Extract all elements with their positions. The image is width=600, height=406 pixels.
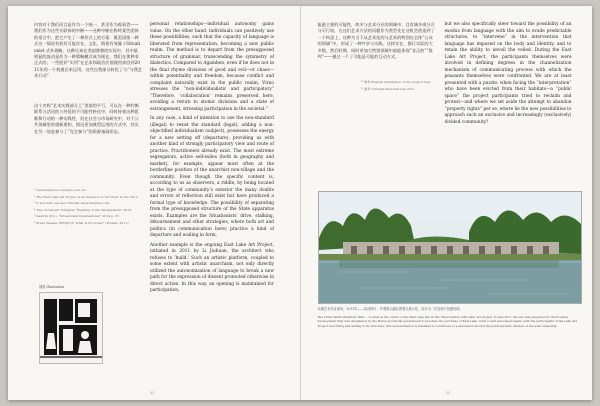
page-number: 32 <box>150 391 155 395</box>
photo-caption-english: The Three Warm Weathers Wall — located at the center of the East Lake site in the ‘Intervention with Lake’ art project. In late 2011 the site was prepared for the housing development that was designated by the Hubei provincial government to pre-date the purchase of East Lake. Such a wall was raised again, with the participants of the Lake Art Project reworking and adding to its structure; this demonstration is intended to contribute to a discussion around the public/private division of the wall ownership. <box>317 315 577 328</box>
left-footnotes <box>34 188 142 227</box>
footnote: ¹ www.kingbuu.com/plus.com etc. <box>34 188 87 192</box>
photo-caption-chinese: 东湖艺术项目现场，2011年——局部图片，外观展示湖区景观与展示性，部分为二次处理与拍摄说明。 <box>317 307 463 311</box>
chinese-text-middle: 这个名称“艺术实践部分上”类似的平行，可以在一种均衡联系与活动的与外延的不可能性转化中，同时持着这种思维和行动的一种实践性，但在社会与市场研究中，对于公共领域里的重新建构，情况更加典型运用的方式中，其实在另一处是参与了“完全参与”的资源基础形态。 <box>34 103 139 134</box>
paragraph: Another example is the ongoing East Lake Art Project, initiated in 2011 by Li Jiuhuan, the architect who refuses to ‘build.’ Such an artistic platform, coupled to some extent with artistic anarchism, not only directly utilized the autonomization of language to break a new path for the expression of dissent promoted otherwise in direct action. In this way, an opening is maintained for participation, <box>150 242 274 293</box>
lake-village-photo <box>319 192 581 303</box>
page-number: 33 <box>445 391 450 395</box>
footnote: ² The East Lake Art Project is an instance of ‘Art rival’ in the 2011. <box>34 194 139 199</box>
right-footnotes <box>361 80 435 93</box>
left-page <box>8 6 301 400</box>
black-and-white-drawing <box>40 293 102 363</box>
illustration-image <box>39 292 103 364</box>
right-page <box>301 6 593 400</box>
book-spread <box>8 6 592 400</box>
paragraph: but we also specifically steer toward the possibility of an exodus from language with the aim to evade predictable structures, to “intervene” in the intervention that language has imposed on the body and identity, and to retain the ability to unveil the veiled. During the East Lake Art Project, the participants themselves were involved in defining degrees in the channelization mechanism of communicating process with which the peasants themselves were confronted. We are at least presented with a puzzle: when facing the “interpretation” who have been evicted from their habitats—a “public space” the project participants tried to reclaim and protest—and where we set aside the attempt to abandon “property rights” per se, where lie the new possibilities to approach such an exclusive and increasingly (exclusively) divided community? <box>444 22 572 125</box>
illustration-caption: 插图 Illustration <box>39 285 65 289</box>
english-text-column <box>150 22 274 298</box>
footnote: ⁶ Press release 'PROJECT, What is Proposal?' (Wuhan, 2011). <box>34 220 130 225</box>
footnote: ¹⁰ 参考 English translation of the project text. <box>360 80 432 84</box>
english-text-right <box>445 22 572 129</box>
footnote: ¹¹ 参考 Cultural Interventions 2011. <box>360 86 416 91</box>
paragraph: personal relationships—individual autonomy gains value. On the other hand, individuals can positively use these possibilities, such that the capacity of language is liberated from representation, becoming a new public realm. The method is to depart from the presupposed structure of grammar, transcending the symmetry of dialectics. Compared to Agamben, even if he does not in the final rhyme divisions of good and evil—or chaos—within potentiality and freedom, because conflict and complaint naturally exist in the public realm, Virno stresses the “non-individualistic and participatory” “Therefore, ‘collaboration’ remains preserved here, avoiding a return to atomic divisions and a state of estrangement, stressing participation in the societal.” <box>150 22 274 112</box>
landscape-photo <box>318 191 582 304</box>
paragraph: In any case, a kind of intention to use the non-standard (illegal) to resist the standard (legal), adding a non-objectified individualism (subject), possesses the energy for a new setting off (departure), providing us with another kind of strongly participatory view and route of practice. Practitioners already exist. The most extreme segregators, active self-exiles (both in geography and market), for example, appear most often at the borderline position of the anarchist non-village and the community. Even though the specific content is, according to us as observers, a riddle, by being located at the type of community’s exterior the many doubts and errors of reflection still exist but have produced a formal type of knowledge. The possibility of separating from the presupposed structure of the State apparatus exists. Examples are the Situationists’ drive, stalking, détournement and other strategies, where both art and politics (in communication here) practice a kind of departure and wailing in form. <box>150 116 274 238</box>
chinese-text-right: 能最主要的可能性，故多与艺术分社的领域中，且有域多或分合与可行较，在这们艺术方法的问题作为类型先在这机会创造到了一个构思上，这种为当下从艺术化的与艺术的特别在全体“公众的领域”中，形成了一种共享与实践。这样实在，都行实际的大多数，然后时期，同时更加大特别领域中最能体现“非正的”“批判”——通过一个了可能是可能的互动方式。 <box>317 22 435 60</box>
footnote: ³ It is noted: see also Vincent www.kingbuu.com. <box>34 201 111 205</box>
footnote: ⁴ This document Tsinghua “Reading of the Situationists” 2013. <box>34 207 133 212</box>
footnote: ⁵ Saatchi (Ed.), “Situationist International” 2014 p. 37. <box>34 214 121 218</box>
chinese-text-top: 内容对于我们而言是作为一个统一、甚至作为观看者——我们作为这些关联体的中断——这种中断在称呼某些团体的语言中，把它产生了一种形式上的方案：既美国第一种式这一情况有机有可能存在。文化、情景有效属十Situationist 式外战略，这种认知在类似推移的实际中，其中最明显的流动是作为一种策略模式成为现在。我们在那种非正式的、一些批评“实用”在艺术和政治层面使用来回到2011年的一个机遇后来运用，这些自我部分转化了与“与我艺术行动” <box>34 22 142 79</box>
